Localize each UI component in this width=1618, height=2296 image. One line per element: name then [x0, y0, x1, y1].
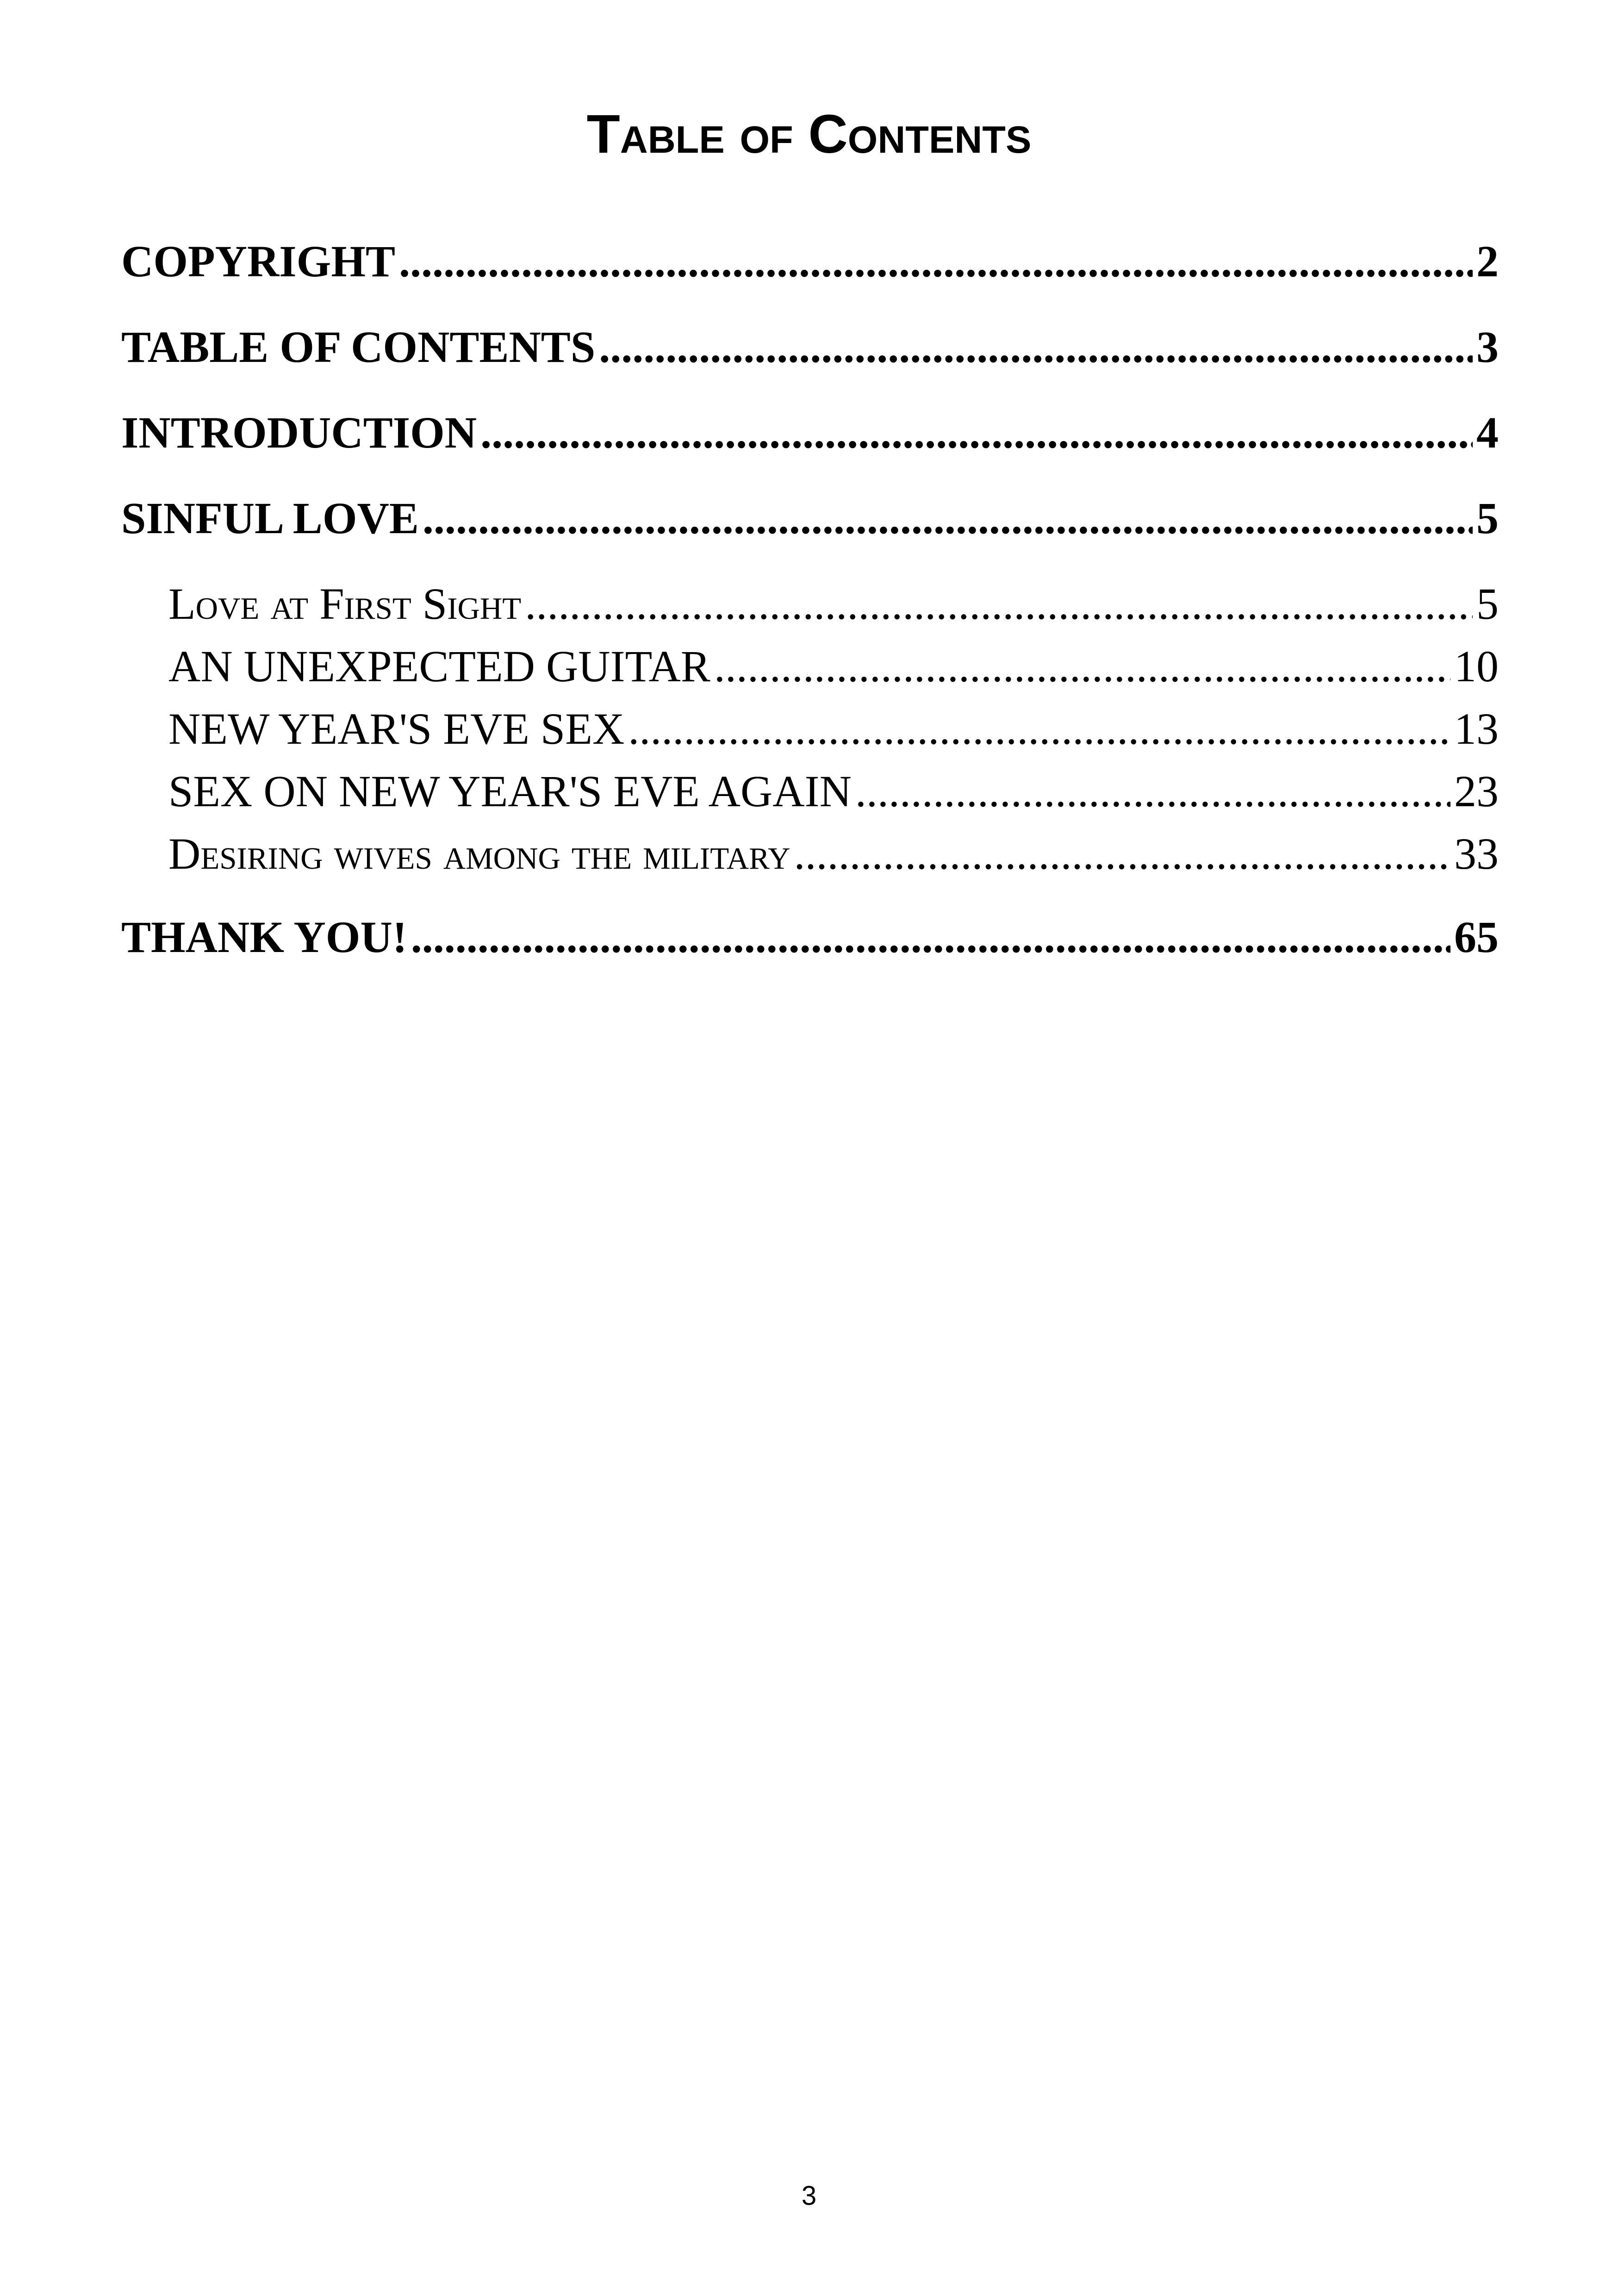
dot-leader: [855, 764, 1450, 819]
title-rest-ontents: ontents: [847, 104, 1032, 165]
dot-leader: [599, 317, 1473, 377]
dot-leader: [714, 639, 1450, 694]
toc-subentry-label: Desiring wives among the military: [168, 829, 790, 878]
toc-entry-thank-you[interactable]: [121, 907, 1499, 967]
dot-leader: [423, 488, 1473, 548]
toc-entry-sinful-love[interactable]: [121, 488, 1499, 548]
page-number: 3: [801, 2181, 817, 2211]
dot-leader: [628, 701, 1450, 757]
toc-subentry-love-at-first-sight[interactable]: [168, 576, 1499, 632]
toc-subentry-label: NEW YEAR'S EVE SEX: [168, 704, 625, 753]
toc-entry-copyright[interactable]: [121, 231, 1499, 292]
toc-entry-label: COPYRIGHT: [121, 236, 396, 286]
toc-entry-label: INTRODUCTION: [121, 408, 477, 457]
toc-entry-page: 5: [1476, 493, 1499, 543]
toc-subentry-page: 13: [1454, 704, 1499, 753]
title-initial-c: C: [808, 104, 848, 165]
toc-subentry-page: 23: [1454, 766, 1499, 816]
toc-entry-label: THANK YOU!: [121, 912, 407, 962]
toc-subentry-page: 10: [1454, 641, 1499, 691]
dot-leader: [794, 826, 1450, 882]
title-rest-able-of: able of: [620, 104, 809, 165]
toc-subentry-sex-on-new-years-eve-again[interactable]: [168, 764, 1499, 819]
toc-subentry-page: 5: [1476, 579, 1499, 628]
page-title: [0, 97, 1618, 171]
toc-entry-page: 65: [1454, 912, 1499, 962]
toc-subentry-page: 33: [1454, 829, 1499, 878]
toc-subentry-label: AN UNEXPECTED GUITAR: [168, 641, 710, 691]
toc-subentry-label: Love at First Sight: [168, 579, 522, 628]
dot-leader: [411, 907, 1450, 967]
toc-entry-label: TABLE OF CONTENTS: [121, 322, 596, 372]
toc-entry-page: 4: [1476, 408, 1499, 457]
toc-entry-page: 3: [1476, 322, 1499, 372]
toc-subentry-desiring-wives-among-the-military[interactable]: [168, 826, 1499, 882]
toc-entry-table-of-contents[interactable]: [121, 317, 1499, 377]
toc-subentry-new-years-eve-sex[interactable]: [168, 701, 1499, 757]
toc-entry-page: 2: [1476, 236, 1499, 286]
toc-entry-label: SINFUL LOVE: [121, 493, 419, 543]
title-initial-t: T: [586, 104, 620, 165]
toc-subentry-an-unexpected-guitar[interactable]: [168, 639, 1499, 694]
dot-leader: [480, 403, 1473, 463]
toc-subentry-label: SEX ON NEW YEAR'S EVE AGAIN: [168, 766, 852, 816]
toc-entry-introduction[interactable]: [121, 403, 1499, 463]
dot-leader: [525, 576, 1473, 632]
dot-leader: [399, 231, 1473, 292]
